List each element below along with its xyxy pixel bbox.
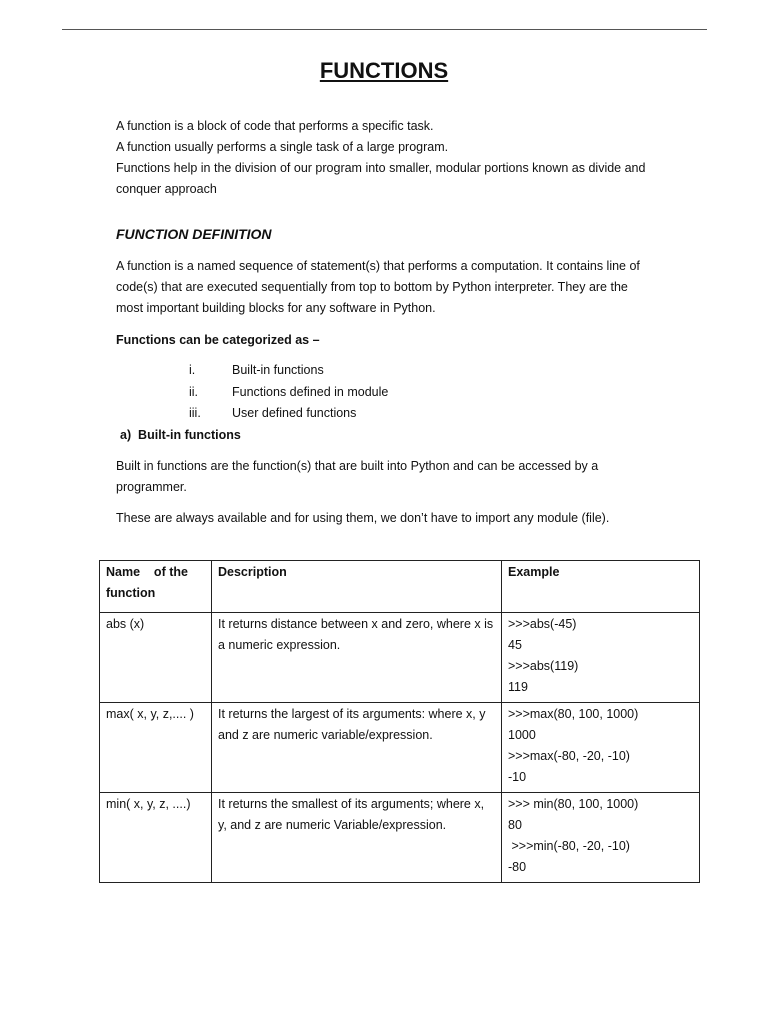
list-item-label: Built-in functions — [232, 363, 324, 377]
cell-description: It returns the largest of its arguments: where x, y and z are numeric variable/expression. — [212, 703, 502, 793]
example-line: 1000 — [508, 728, 536, 742]
builtin-functions-table — [99, 560, 700, 883]
cell-example — [502, 613, 700, 703]
categories-heading: Functions can be categorized as – — [116, 333, 320, 347]
example-line: -80 — [508, 860, 527, 874]
example-line: >>>abs(-45) — [508, 617, 577, 631]
cell-name: max( x, y, z,.... ) — [100, 703, 212, 793]
example-line: 45 — [508, 638, 522, 652]
table-row — [100, 793, 700, 883]
definition-section — [116, 256, 676, 319]
builtin-paragraph-1-text: Built in functions are the function(s) that are built into Python and can be accessed by a programmer. — [116, 459, 599, 494]
cell-description: It returns distance between x and zero, where x is a numeric expression. — [212, 613, 502, 703]
cell-name: min( x, y, z, ....) — [100, 793, 212, 883]
builtin-heading: a) Built-in functions — [120, 428, 241, 442]
list-item-number: ii. — [189, 385, 199, 399]
cell-example — [502, 793, 700, 883]
header-name: Name of the function — [100, 561, 212, 613]
example-line: 119 — [508, 680, 528, 694]
cell-example — [502, 703, 700, 793]
table-header-row — [100, 561, 700, 613]
list-item-label: User defined functions — [232, 406, 357, 420]
example-line: 80 — [508, 818, 522, 832]
top-rule — [62, 29, 707, 30]
builtin-paragraph-2 — [116, 508, 676, 529]
list-item-number: iii. — [189, 406, 201, 420]
page-title: FUNCTIONS — [319, 58, 449, 83]
cell-description: It returns the smallest of its arguments; where x, y, and z are numeric Variable/expression. — [212, 793, 502, 883]
builtin-paragraph-2-text: These are always available and for using them, we don’t have to import any module (file). — [116, 511, 610, 525]
example-line: >>>max(-80, -20, -10) — [508, 749, 630, 763]
builtin-paragraph-1 — [116, 456, 676, 498]
cell-name: abs (x) — [100, 613, 212, 703]
intro-section — [116, 116, 676, 200]
header-description: Description — [212, 561, 502, 613]
example-line: >>>max(80, 100, 1000) — [508, 707, 639, 721]
list-item-number: i. — [189, 363, 196, 377]
example-line: >>>abs(119) — [508, 659, 579, 673]
example-line: >>> min(80, 100, 1000) — [508, 797, 639, 811]
intro-line-1: A function is a block of code that performs a specific task. — [116, 119, 434, 133]
definition-paragraph: A function is a named sequence of statement(s) that performs a computation. It contains line of code(s) that are executed sequentially from top to bottom by Python interpreter. They are the most important building blocks for any software in Python. — [116, 259, 640, 315]
example-line: >>>min(-80, -20, -10) — [508, 839, 630, 853]
header-example: Example — [502, 561, 700, 613]
example-line: -10 — [508, 770, 527, 784]
table-row — [100, 703, 700, 793]
table-row — [100, 613, 700, 703]
intro-line-3: Functions help in the division of our program into smaller, modular portions known as divide and conquer approach — [116, 161, 646, 196]
definition-heading: FUNCTION DEFINITION — [116, 226, 272, 242]
list-item-label: Functions defined in module — [232, 385, 389, 399]
intro-line-2: A function usually performs a single task of a large program. — [116, 140, 449, 154]
